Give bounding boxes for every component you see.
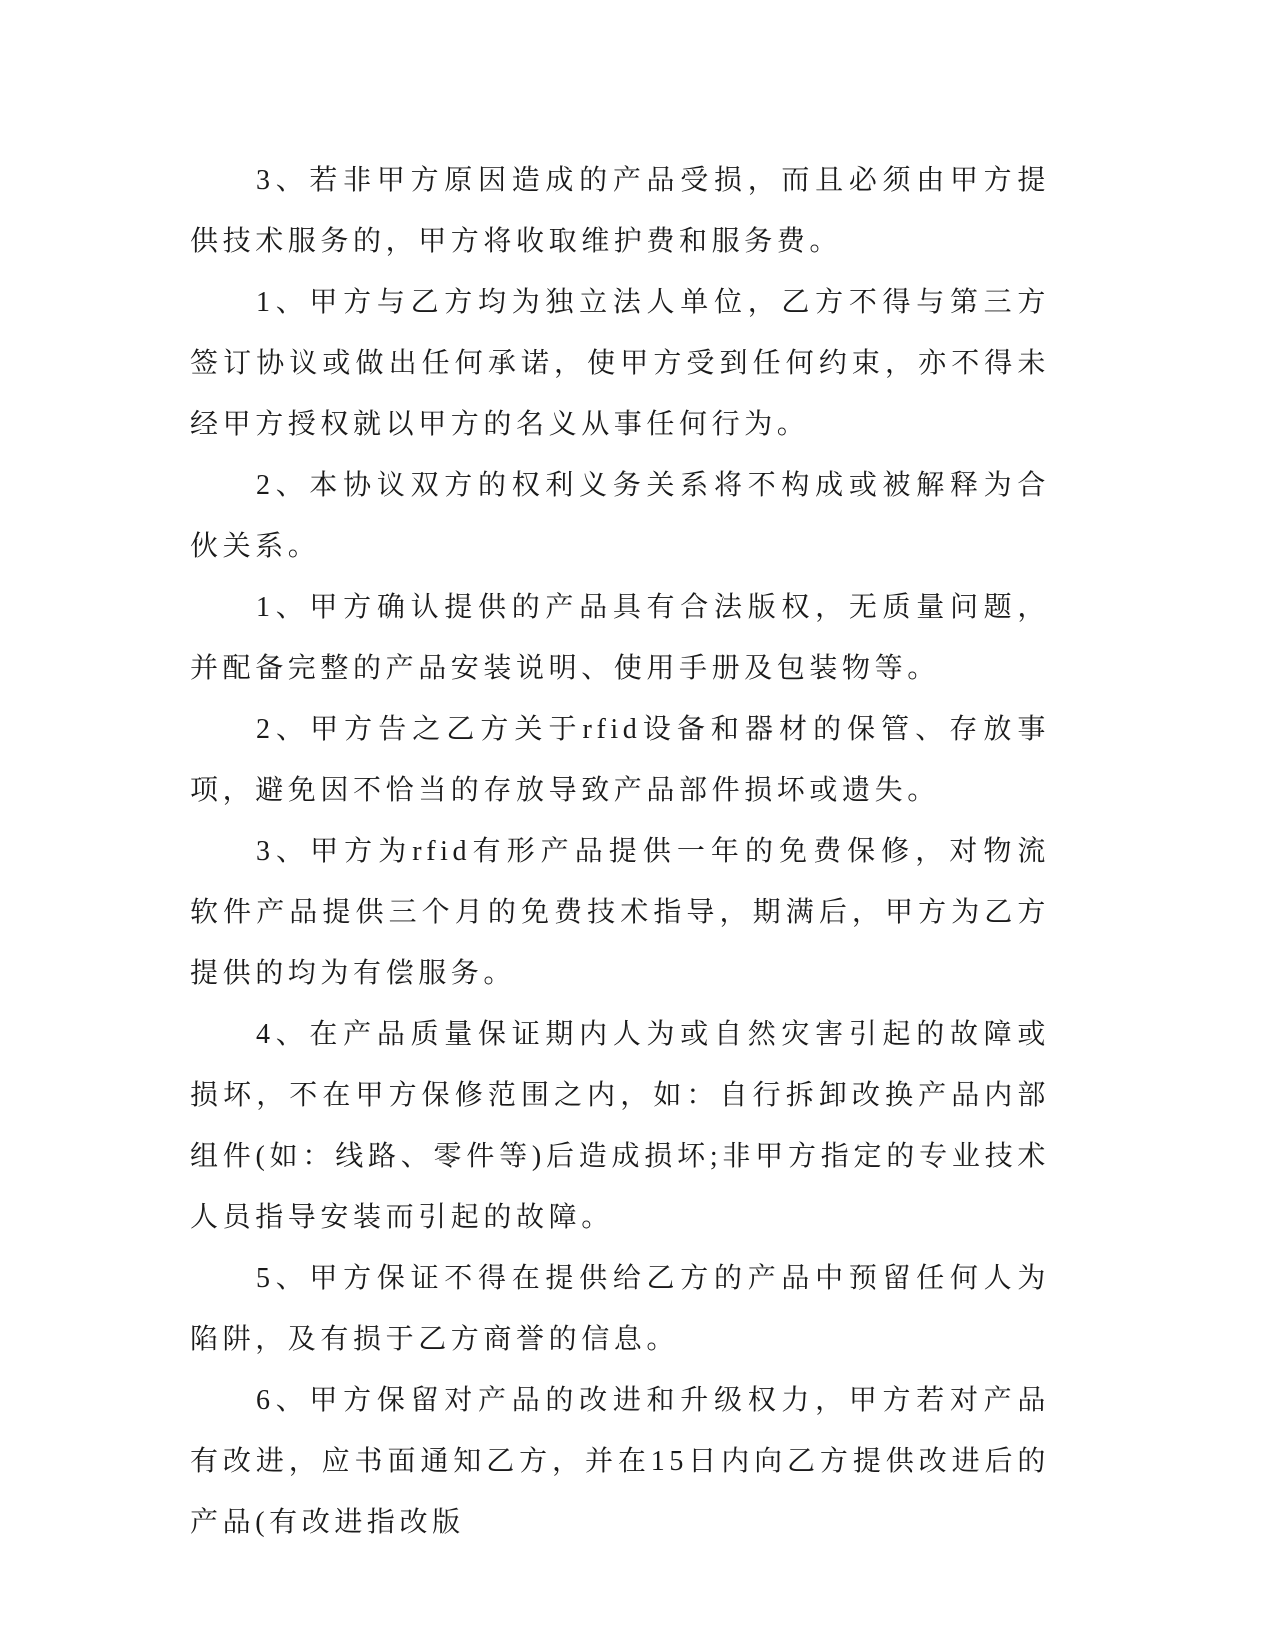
paragraph: 2、甲方告之乙方关于rfid设备和器材的保管、存放事项，避免因不恰当的存放导致产品部件损坏或遗失。 [190,714,1050,806]
paragraph: 1、甲方与乙方均为独立法人单位，乙方不得与第三方签订协议或做出任何承诺，使甲方受到任何约束，亦不得未经甲方授权就以甲方的名义从事任何行为。 [190,287,1050,440]
paragraph: 6、甲方保留对产品的改进和升级权力，甲方若对产品有改进，应书面通知乙方，并在15日内向乙方提供改进后的产品(有改进指改版 [190,1385,1050,1538]
paragraph: 3、若非甲方原因造成的产品受损，而且必须由甲方提供技术服务的，甲方将收取维护费和服务费。 [190,165,1050,257]
paragraph: 4、在产品质量保证期内人为或自然灾害引起的故障或损坏，不在甲方保修范围之内，如：自行拆卸改换产品内部组件(如：线路、零件等)后造成损坏;非甲方指定的专业技术人员指导安装而引起的故障。 [190,1019,1050,1233]
paragraph: 2、本协议双方的权利义务关系将不构成或被解释为合伙关系。 [190,470,1050,562]
paragraph: 1、甲方确认提供的产品具有合法版权，无质量问题，并配备完整的产品安装说明、使用手册及包装物等。 [190,592,1050,684]
paragraph: 3、甲方为rfid有形产品提供一年的免费保修，对物流软件产品提供三个月的免费技术指导，期满后，甲方为乙方提供的均为有偿服务。 [190,836,1050,989]
paragraph: 5、甲方保证不得在提供给乙方的产品中预留任何人为陷阱，及有损于乙方商誉的信息。 [190,1263,1050,1355]
